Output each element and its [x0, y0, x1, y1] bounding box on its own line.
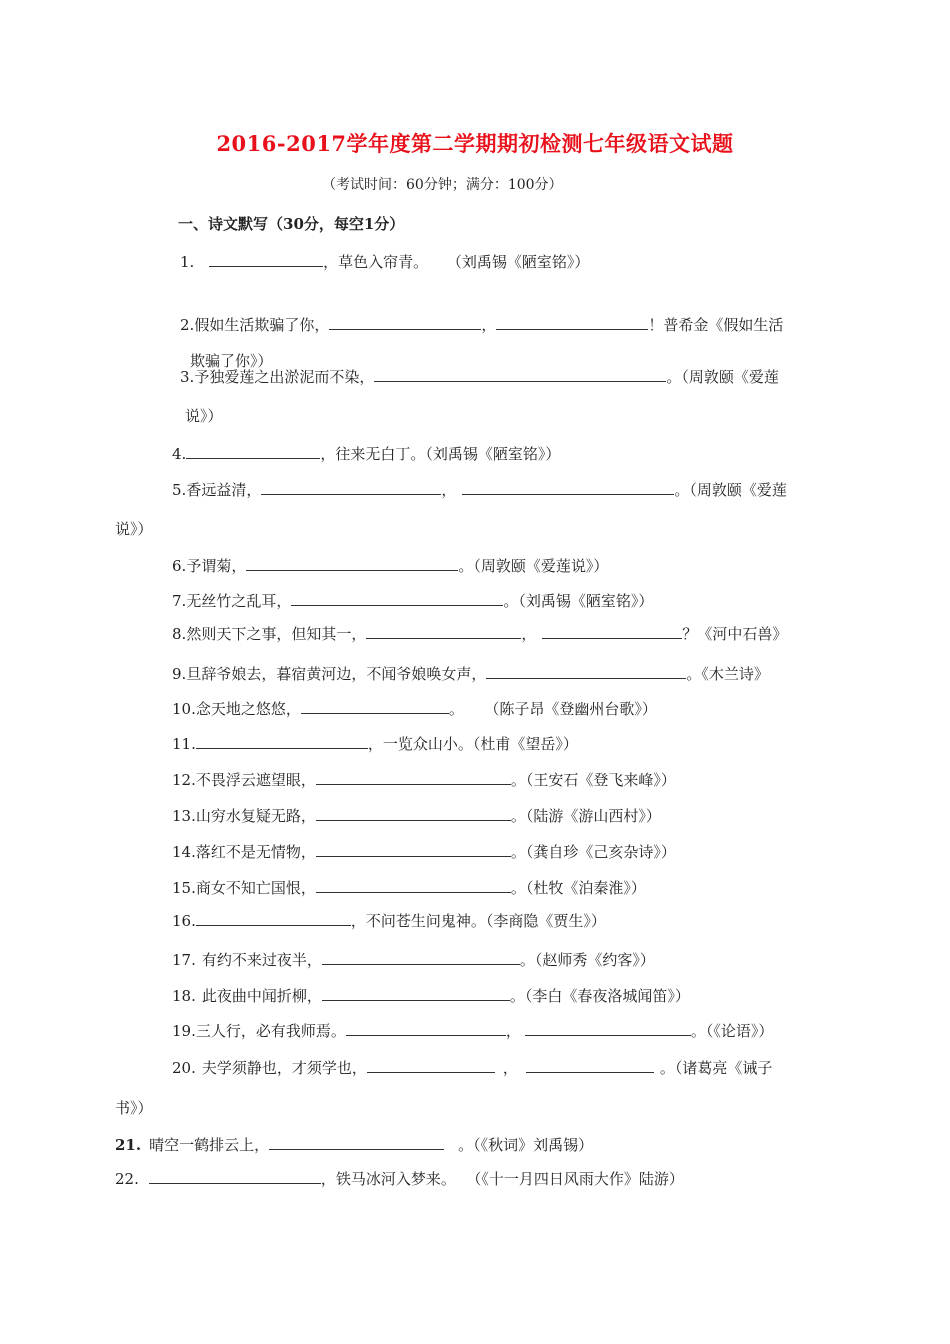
separator: ， — [521, 625, 537, 643]
answer-blank[interactable] — [196, 734, 368, 749]
answer-blank[interactable] — [462, 480, 674, 495]
question-text: 落红不是无情物， — [195, 843, 316, 861]
question-16 — [172, 910, 606, 931]
question-text: 晴空一鹤排云上， — [149, 1136, 270, 1154]
question-text: 予谓菊， — [186, 557, 247, 575]
question-text: 然则天下之事，但知其一， — [186, 625, 367, 643]
question-number: 19. — [172, 1022, 196, 1040]
answer-blank[interactable] — [149, 1169, 321, 1184]
question-source: 。（周敦颐《爱莲 — [674, 481, 787, 499]
question-source: 。（杜牧《泊秦淮》） — [510, 879, 646, 897]
question-source: （刘禹锡《陋室铭》） — [425, 445, 561, 463]
answer-blank[interactable] — [291, 591, 503, 606]
question-2-continued: 欺骗了你》） — [190, 352, 273, 370]
question-number: 13. — [172, 807, 196, 825]
answer-blank[interactable] — [322, 950, 520, 965]
question-3-continued: 说》） — [185, 407, 223, 425]
question-number: 15. — [172, 879, 196, 897]
question-1 — [180, 251, 589, 272]
answer-blank[interactable] — [329, 315, 481, 330]
question-number: 21. — [115, 1136, 142, 1154]
question-number: 9. — [172, 665, 187, 683]
question-text: 商女不知亡国恨， — [195, 879, 316, 897]
question-text: 不畏浮云遮望眼， — [195, 771, 316, 789]
section-heading: 一、诗文默写（30分，每空1分） — [178, 215, 405, 233]
question-text: 。 — [448, 700, 464, 718]
question-21 — [115, 1134, 593, 1155]
separator: ， — [481, 316, 497, 334]
question-number: 17. — [172, 951, 196, 969]
answer-blank[interactable] — [374, 367, 666, 382]
question-13 — [172, 805, 661, 826]
question-text: 旦辞爷娘去，暮宿黄河边，不闻爷娘唤女声， — [186, 665, 487, 683]
question-source: 。（《论语》） — [690, 1022, 774, 1040]
question-19 — [172, 1020, 773, 1041]
separator: ， — [441, 481, 457, 499]
question-number: 4. — [172, 445, 187, 463]
question-9 — [172, 663, 769, 684]
answer-blank[interactable] — [316, 878, 511, 893]
question-number: 1. — [180, 253, 195, 271]
question-number: 16. — [172, 912, 196, 930]
question-source: 。（诸葛亮《诫子 — [659, 1059, 773, 1077]
answer-blank[interactable] — [542, 624, 682, 639]
question-6 — [172, 555, 608, 576]
answer-blank[interactable] — [196, 911, 351, 926]
question-source: （李商隐《贾生》） — [485, 912, 606, 930]
question-17 — [172, 949, 655, 970]
question-number: 22. — [115, 1170, 139, 1188]
question-source: 。（王安石《登飞来峰》） — [510, 771, 676, 789]
answer-blank[interactable] — [186, 444, 320, 459]
question-source: （陈子昂《登幽州台歌》） — [491, 700, 657, 718]
question-text: 假如生活欺骗了你， — [194, 316, 330, 334]
question-number: 7. — [172, 592, 187, 610]
question-20-continued: 书》） — [115, 1099, 153, 1117]
question-text: 夫学须静也，才须学也， — [201, 1059, 367, 1077]
question-text: 予独爱莲之出淤泥而不染， — [194, 368, 375, 386]
answer-blank[interactable] — [526, 1058, 654, 1073]
question-10 — [172, 698, 657, 719]
question-15 — [172, 877, 646, 898]
question-source: ？《河中石兽》 — [682, 625, 788, 643]
question-number: 2. — [180, 316, 195, 334]
question-5 — [172, 479, 787, 500]
question-18 — [172, 985, 690, 1006]
question-source: 。（赵师秀《约客》） — [519, 951, 655, 969]
question-number: 20. — [172, 1059, 196, 1077]
question-3 — [180, 366, 779, 387]
question-11 — [172, 733, 578, 754]
answer-blank[interactable] — [209, 252, 323, 267]
question-number: 14. — [172, 843, 196, 861]
question-text: ，一览众山小。 — [367, 735, 473, 753]
question-source: 。（《秋词》刘禹锡） — [458, 1136, 594, 1154]
question-number: 3. — [180, 368, 195, 386]
question-20 — [172, 1057, 772, 1078]
question-text: 有约不来过夜半， — [201, 951, 322, 969]
separator: ， — [505, 1022, 521, 1040]
question-number: 10. — [172, 700, 196, 718]
question-number: 12. — [172, 771, 196, 789]
question-text: ，铁马冰河入梦来。 — [320, 1170, 456, 1188]
answer-blank[interactable] — [486, 664, 686, 679]
question-source: 。（李白《春夜洛城闻笛》） — [509, 987, 690, 1005]
question-number: 6. — [172, 557, 187, 575]
question-source: （刘禹锡《陋室铭》） — [446, 253, 590, 271]
question-8 — [172, 623, 787, 644]
question-text: 三人行，必有我师焉。 — [195, 1022, 346, 1040]
answer-blank[interactable] — [346, 1021, 506, 1036]
question-text: ，不问苍生问鬼神。 — [350, 912, 486, 930]
question-5-continued: 说》） — [115, 520, 153, 538]
answer-blank[interactable] — [496, 315, 648, 330]
question-7 — [172, 590, 653, 611]
answer-blank[interactable] — [316, 842, 511, 857]
answer-blank[interactable] — [269, 1135, 444, 1150]
answer-blank[interactable] — [316, 770, 511, 785]
answer-blank[interactable] — [525, 1021, 691, 1036]
answer-blank[interactable] — [261, 480, 441, 495]
question-text: 念天地之悠悠， — [195, 700, 301, 718]
answer-blank[interactable] — [367, 1058, 495, 1073]
question-4 — [172, 443, 560, 464]
exam-info: （考试时间：60分钟；满分：100分） — [322, 177, 563, 193]
question-source: 。（刘禹锡《陋室铭》） — [503, 592, 654, 610]
answer-blank[interactable] — [301, 699, 449, 714]
question-text: 香远益清， — [186, 481, 262, 499]
question-source: 。（龚自珍《己亥杂诗》） — [510, 843, 676, 861]
question-text: ，草色入帘青。 — [323, 253, 429, 271]
question-22 — [115, 1168, 684, 1189]
separator: ， — [502, 1059, 518, 1077]
question-number: 18. — [172, 987, 196, 1005]
answer-blank[interactable] — [246, 556, 458, 571]
question-text: 无丝竹之乱耳， — [186, 592, 292, 610]
question-source: （《十一月四日风雨大作》陆游） — [473, 1170, 684, 1188]
question-source: 。（周敦颐《爱莲说》） — [458, 557, 609, 575]
question-text: ，往来无白丁。 — [320, 445, 426, 463]
question-14 — [172, 841, 676, 862]
question-source: 。（周敦颐《爱莲 — [666, 368, 779, 386]
answer-blank[interactable] — [316, 806, 511, 821]
question-source: 。（陆游《游山西村》） — [510, 807, 661, 825]
question-number: 5. — [172, 481, 187, 499]
question-source: ！普希金《假如生活 — [648, 316, 784, 334]
answer-blank[interactable] — [366, 624, 521, 639]
question-12 — [172, 769, 676, 790]
question-source: （杜甫《望岳》） — [472, 735, 578, 753]
question-2 — [180, 314, 783, 335]
answer-blank[interactable] — [322, 986, 510, 1001]
question-text: 此夜曲中闻折柳， — [201, 987, 322, 1005]
question-text: 山穷水复疑无路， — [195, 807, 316, 825]
question-number: 8. — [172, 625, 187, 643]
page-title: 2016-2017学年度第二学期期初检测七年级语文试题 — [216, 131, 734, 156]
question-source: 。《木兰诗》 — [686, 665, 769, 683]
question-number: 11. — [172, 735, 196, 753]
